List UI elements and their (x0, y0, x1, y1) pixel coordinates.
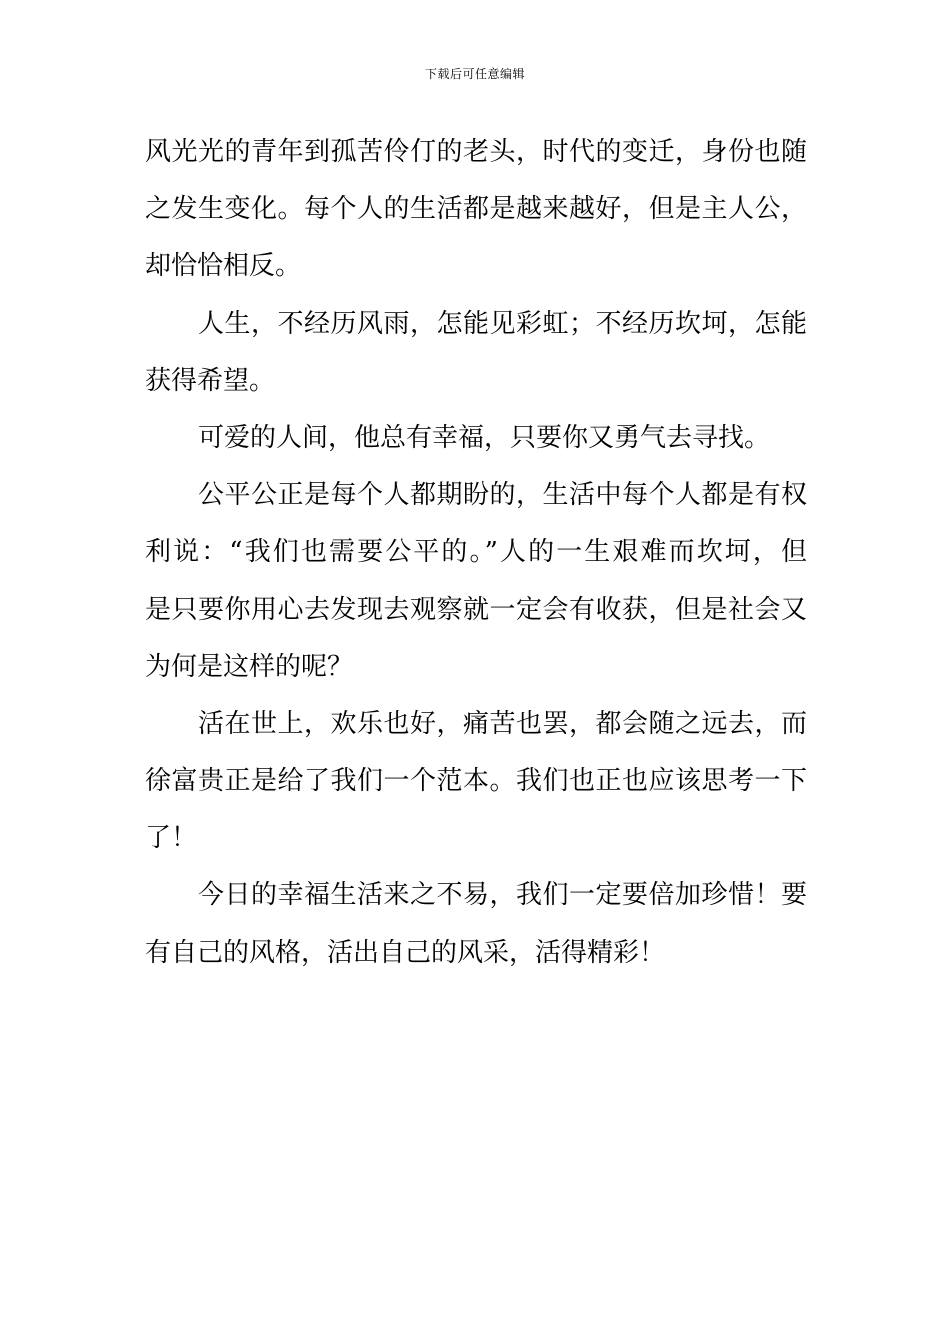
text-line: 是只要你用心去发现去观察就一定会有收获，但是社会又 (145, 594, 807, 625)
text-line: 有自己的风格，活出自己的风采，活得精彩！ (145, 937, 666, 968)
text-line: 风光光的青年到孤苦伶仃的老头，时代的变迁，身份也随 (145, 137, 807, 167)
text-line: 利说：“我们也需要公平的。”人的一生艰难而坎坷，但 (145, 537, 807, 568)
text-line: 人生，不经历风雨，怎能见彩虹；不经历坎坷，怎能 (198, 308, 807, 339)
text-line: 今日的幸福生活来之不易，我们一定要倍加珍惜！要 (198, 880, 807, 911)
text-line: 却恰恰相反。 (145, 251, 302, 282)
text-line: 为何是这样的呢？ (145, 651, 354, 682)
text-line: 可爱的人间，他总有幸福，只要你又勇气去寻找。 (198, 422, 771, 453)
header-note: 下载后可任意编辑 (424, 67, 525, 81)
text-line: 之发生变化。每个人的生活都是越来越好，但是主人公， (145, 194, 807, 225)
text-line: 活在世上，欢乐也好，痛苦也罢，都会随之远去，而 (198, 708, 807, 739)
body-text (145, 124, 807, 982)
text-line: 徐富贵正是给了我们一个范本。我们也正也应该思考一下 (145, 766, 807, 797)
text-line: 获得希望。 (145, 365, 276, 396)
text-line: 了！ (145, 823, 198, 854)
text-line: 公平公正是每个人都期盼的，生活中每个人都是有权 (198, 480, 807, 511)
